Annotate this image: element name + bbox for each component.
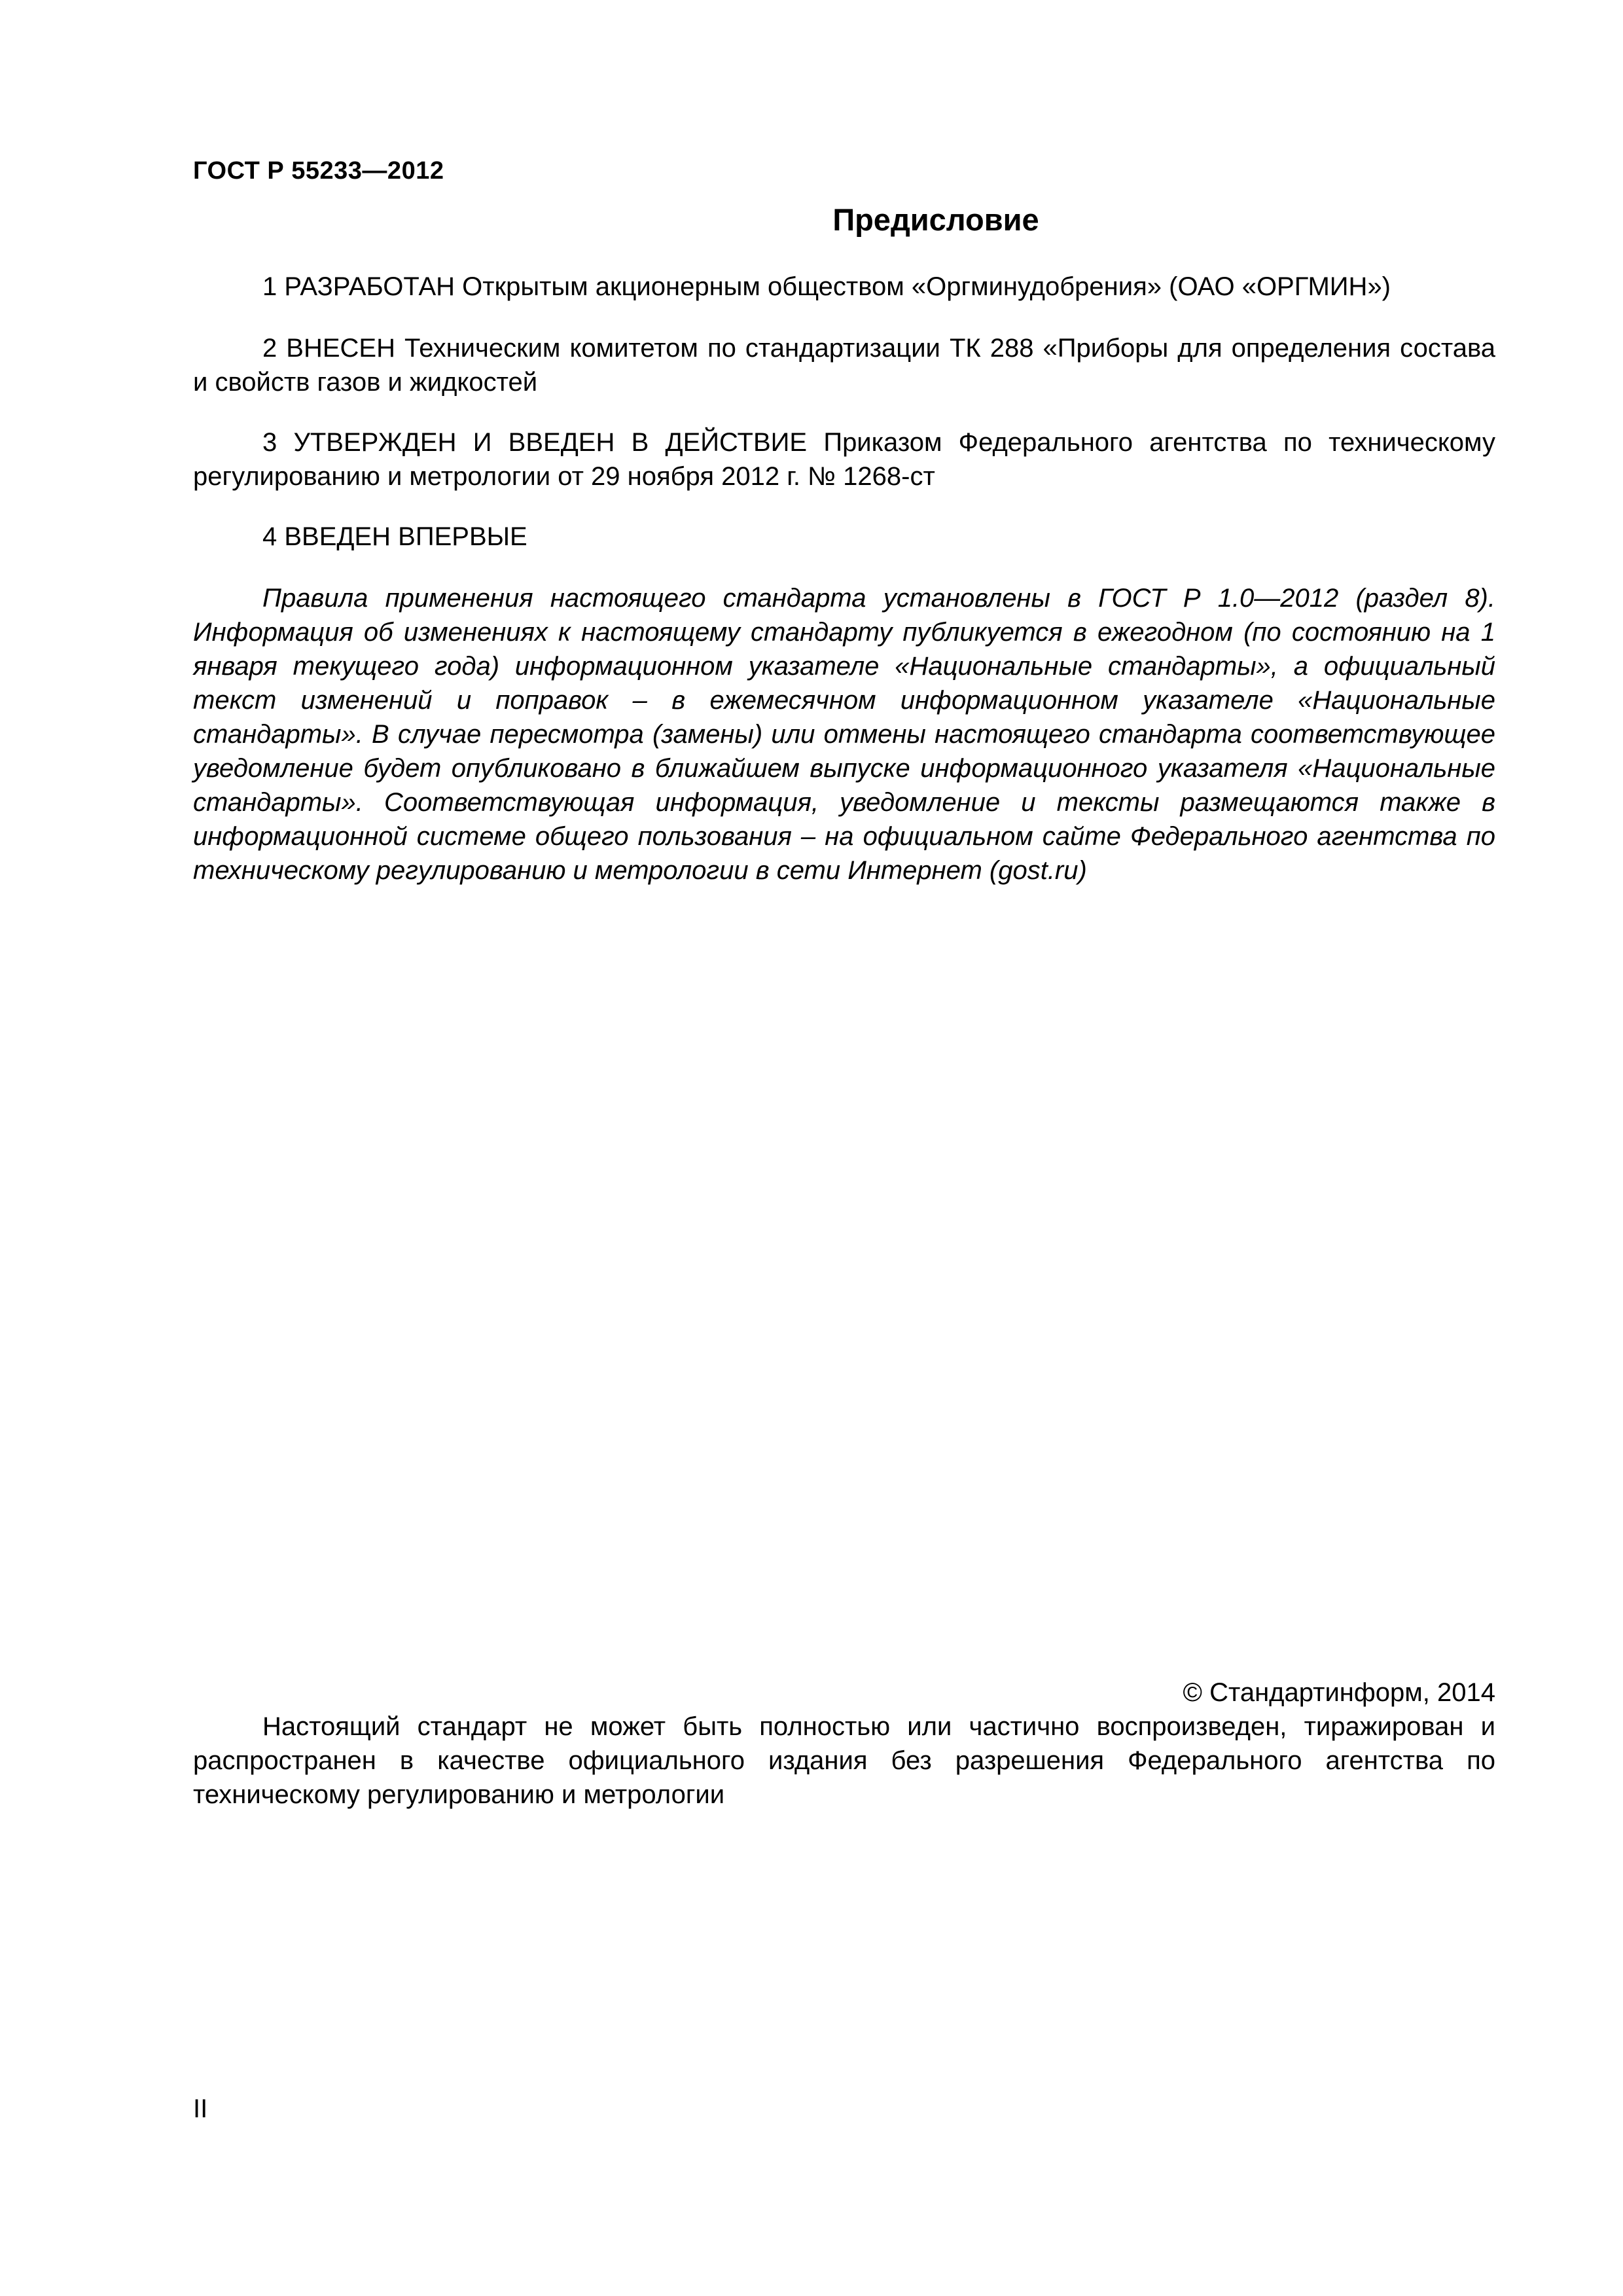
reproduction-notice: Настоящий стандарт не может быть полностью или частично воспроизведен, тиражирован и распространен в качестве официального издания без разрешения Федерального агентства по техническому регулированию и метрологии <box>193 1712 1495 1809</box>
preface-item-4: 4 ВВЕДЕН ВПЕРВЫЕ <box>262 522 527 551</box>
page-number: II <box>193 2094 208 2123</box>
page-title: Предисловие <box>832 202 1039 237</box>
copyright-line: © Стандартинформ, 2014 <box>1183 1678 1495 1707</box>
preface-item-3: 3 УТВЕРЖДЕН И ВВЕДЕН В ДЕЙСТВИЕ Приказом Федерального агентства по техническому регулированию и метрологии от 29 ноября 2012 г. № 1268-ст <box>193 428 1495 491</box>
rules-paragraph: Правила применения настоящего стандарта установлены в ГОСТ Р 1.0—2012 (раздел 8). Информация об изменениях к настоящему стандарту публикуется в ежегодном (по состоянию на 1 января текущего года) информационном указателе «Национальные стандарты», а официальный текст изменений и поправок – в ежемесячном информационном указателе «Национальные стандарты». В случае пересмотра (замены) или отмены настоящего стандарта соответствующее уведомление будет опубликовано в ближайшем выпуске информационного указателя «Национальные стандарты». Соответствующая информация, уведомление и тексты размещаются также в информационной системе общего пользования – на официальном сайте Федерального агентства по техническому регулированию и метрологии в сети Интернет (gost.ru) <box>193 584 1495 885</box>
preface-item-1: 1 РАЗРАБОТАН Открытым акционерным обществом «Оргминудобрения» (ОАО «ОРГМИН») <box>262 272 1391 301</box>
preface-item-2: 2 ВНЕСЕН Техническим комитетом по стандартизации ТК 288 «Приборы для определения состава и свойств газов и жидкостей <box>193 334 1495 397</box>
document-code: ГОСТ Р 55233—2012 <box>193 157 444 185</box>
